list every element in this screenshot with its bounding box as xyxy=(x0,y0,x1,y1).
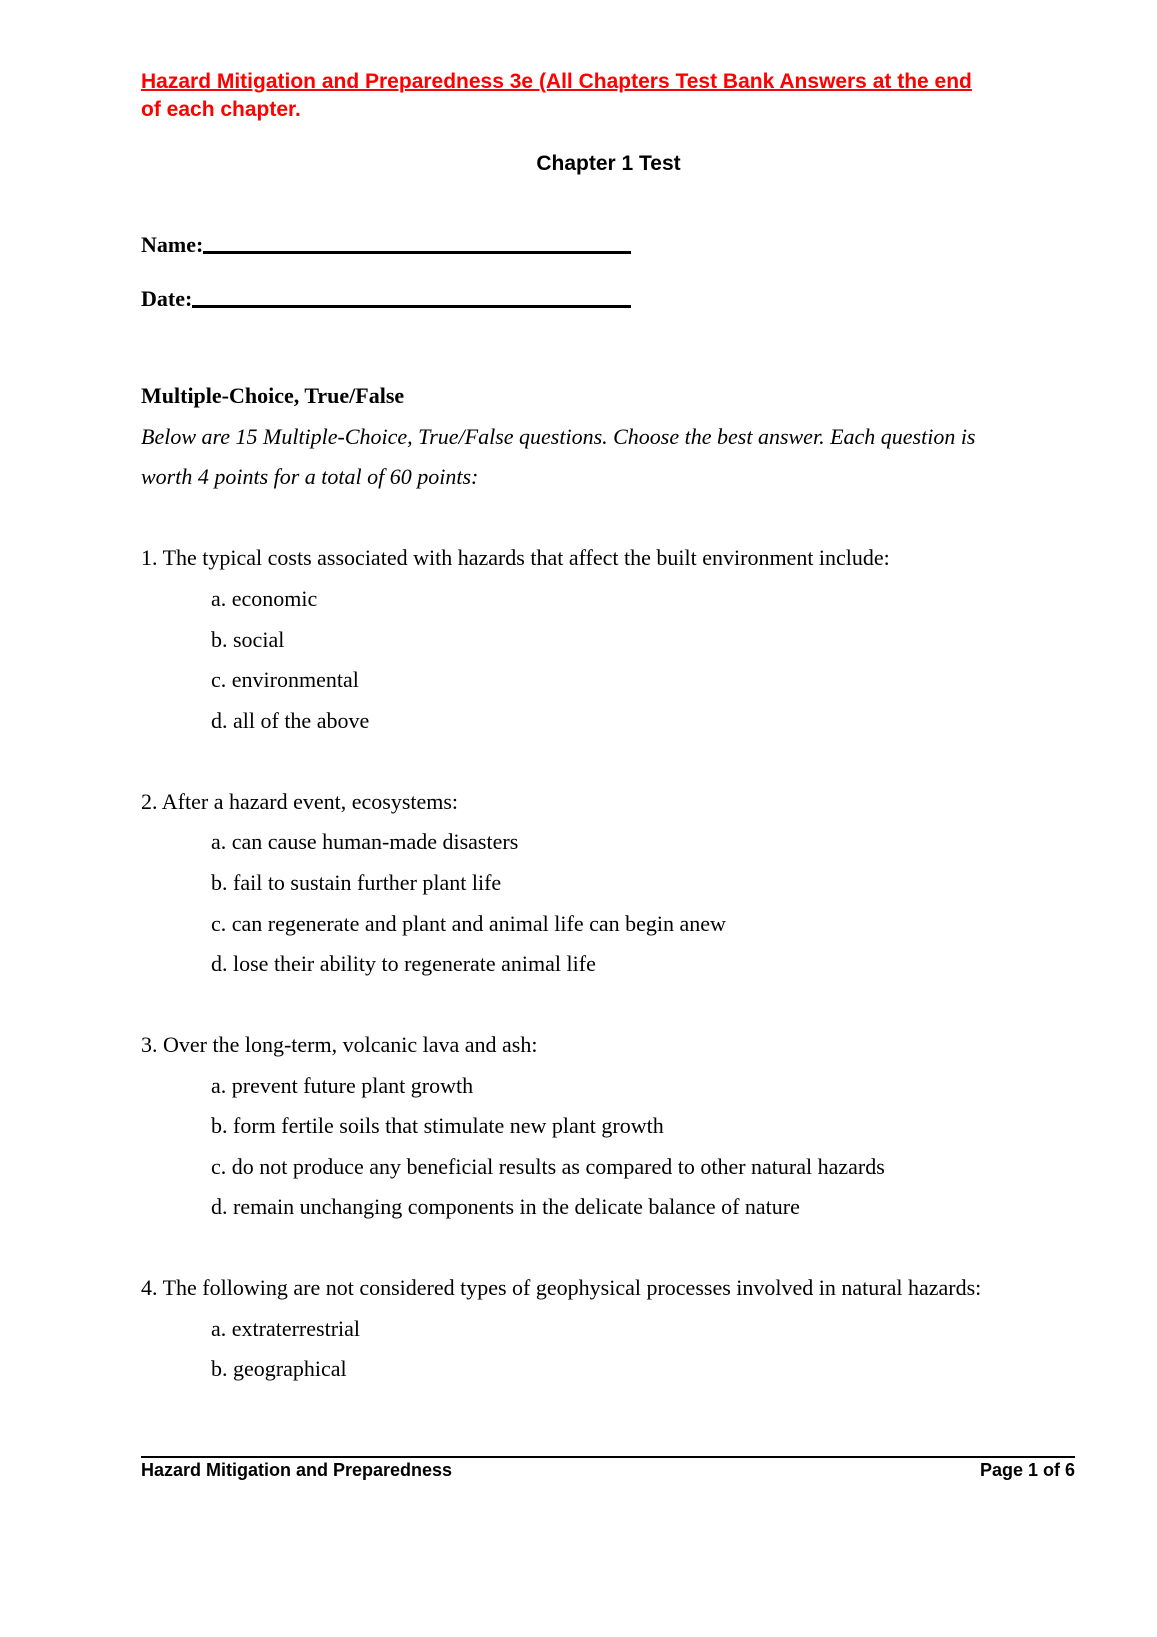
date-blank-line xyxy=(192,305,631,308)
name-field xyxy=(141,232,631,258)
document-title-line-2: of each chapter. xyxy=(141,98,301,121)
name-blank-line xyxy=(203,251,631,254)
answer-option: c. environmental xyxy=(211,667,359,692)
answer-option: d. remain unchanging components in the delicate balance of nature xyxy=(211,1194,800,1219)
question-text: 4. The following are not considered types of geophysical processes involved in natural hazards: xyxy=(141,1275,982,1300)
question-text: 3. Over the long-term, volcanic lava and ash: xyxy=(141,1032,538,1057)
footer-document-title: Hazard Mitigation and Preparedness xyxy=(141,1460,453,1480)
document-title-line-1: Hazard Mitigation and Preparedness 3e (All Chapters Test Bank Answers at the end xyxy=(141,70,972,93)
answer-option: a. economic xyxy=(211,586,318,611)
section-heading: Multiple-Choice, True/False xyxy=(141,383,405,408)
answer-option: b. geographical xyxy=(211,1356,347,1381)
answer-option: b. social xyxy=(211,627,285,652)
name-label: Name: xyxy=(141,232,204,257)
date-label: Date: xyxy=(141,286,193,311)
answer-option: a. can cause human-made disasters xyxy=(211,829,519,854)
answer-option: b. form fertile soils that stimulate new plant growth xyxy=(211,1113,664,1138)
answer-option: a. extraterrestrial xyxy=(211,1316,361,1341)
section-intro-line-2: worth 4 points for a total of 60 points: xyxy=(141,464,479,489)
date-field xyxy=(141,286,631,312)
question-text: 1. The typical costs associated with hazards that affect the built environment include: xyxy=(141,545,890,570)
answer-option: d. lose their ability to regenerate animal life xyxy=(211,951,596,976)
answer-option: c. can regenerate and plant and animal life can begin anew xyxy=(211,911,726,936)
answer-option: a. prevent future plant growth xyxy=(211,1073,474,1098)
section-intro-line-1: Below are 15 Multiple-Choice, True/False questions. Choose the best answer. Each question is xyxy=(141,424,976,449)
answer-option: b. fail to sustain further plant life xyxy=(211,870,502,895)
footer-page-number: Page 1 of 6 xyxy=(979,1460,1075,1480)
footer-divider xyxy=(141,1456,1075,1458)
answer-option: d. all of the above xyxy=(211,708,370,733)
question-text: 2. After a hazard event, ecosystems: xyxy=(141,789,459,814)
answer-option: c. do not produce any beneficial results as compared to other natural hazards xyxy=(211,1154,885,1179)
chapter-title: Chapter 1 Test xyxy=(536,152,681,175)
